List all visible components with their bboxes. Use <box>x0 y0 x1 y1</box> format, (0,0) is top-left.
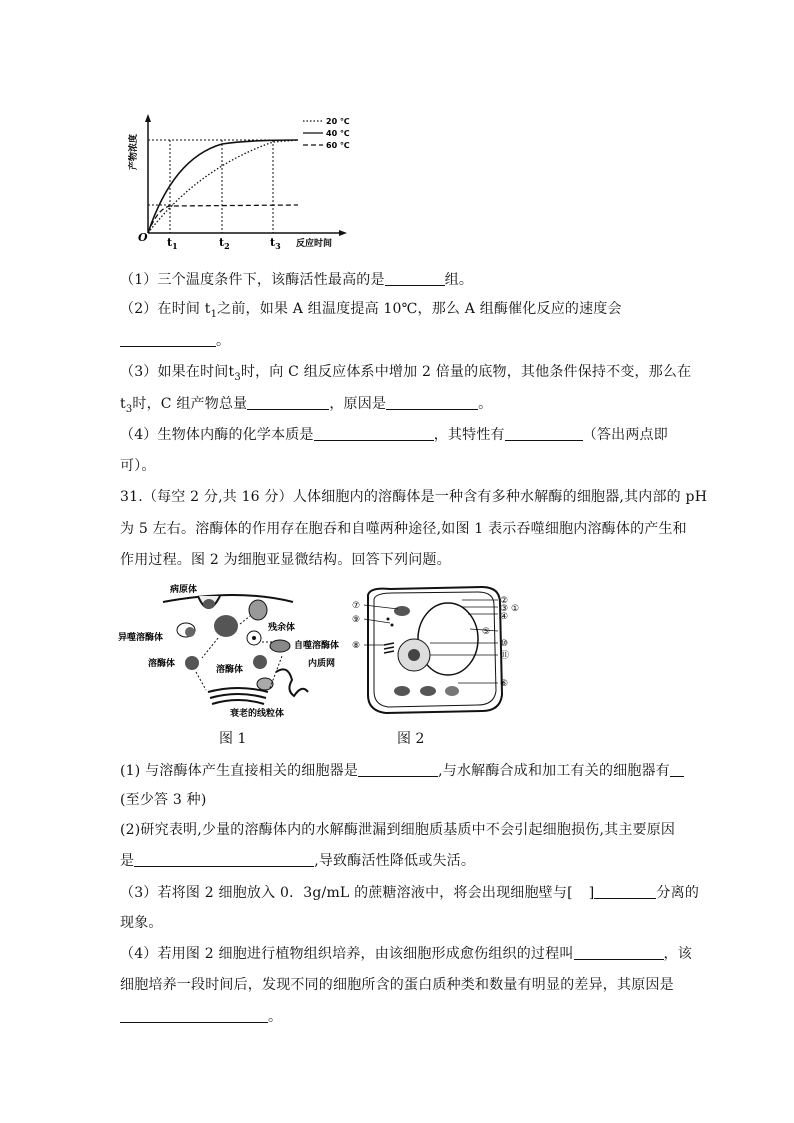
label-lysosome-2: 溶酶体 <box>216 665 244 675</box>
figure-2-caption: 图 2 <box>397 731 425 747</box>
label-11: ⑪ <box>500 651 510 661</box>
label-autolysosome: 自噬溶酶体 <box>294 641 340 651</box>
label-6: ⑥ <box>500 679 509 689</box>
nucleolus <box>408 649 420 661</box>
label-er: 内质网 <box>308 659 336 669</box>
golgi <box>384 643 394 653</box>
mitochondria <box>394 686 410 696</box>
chloroplast <box>394 606 410 616</box>
q31-intro-1: 31.（每空 2 分,共 16 分）人体细胞内的溶酶体是一种含有多种水解酶的细胞器,其内部的 pH <box>120 489 708 505</box>
label-lysosome: 溶酶体 <box>148 659 176 669</box>
q30-1: （1）三个温度条件下，该酶活性最高的是 组。 <box>120 272 474 288</box>
answer-blank[interactable] <box>134 852 314 867</box>
answer-blank[interactable] <box>670 762 684 777</box>
pathogen <box>203 599 215 609</box>
label-hetero-lysosome: 异噬溶酶体 <box>118 633 164 643</box>
label-9: ⑨ <box>352 615 361 625</box>
answer-blank[interactable] <box>247 395 329 410</box>
answer-blank[interactable] <box>385 271 445 286</box>
q31-1: (1) 与溶酶体产生直接相关的细胞器是 ,与水解酶合成和加工有关的细胞器有 <box>120 761 684 781</box>
q31-2-cont: 是 ,导致酶活性降低或失活。 <box>120 853 476 869</box>
label-8: ⑧ <box>352 641 361 651</box>
q31-2: (2)研究表明,少量的溶酶体内的水解酶泄漏到细胞质基质中不会引起细胞损伤,其主要原因 <box>120 822 676 838</box>
tick-label-t2: $t_2$ <box>219 236 230 251</box>
cell-membrane <box>163 595 293 602</box>
chart-svg <box>118 108 368 258</box>
label-4: ④ <box>500 612 509 622</box>
tick-labels <box>167 236 281 251</box>
lysosome <box>185 656 199 670</box>
hetero-lysosome <box>185 627 195 637</box>
q31-1-cont: (至少答 3 种) <box>120 792 207 808</box>
label-10: ⑩ <box>500 639 509 649</box>
aging-mitochondria <box>257 678 273 690</box>
answer-blank[interactable] <box>505 426 583 441</box>
y-axis-label: 产物浓度 <box>129 133 139 170</box>
q31-3: （3）若将图 2 细胞放入 0．3g/mL 的蔗糖溶液中，将会出现细胞壁与[ ] 分离的 <box>120 885 700 901</box>
q30-3: （3）如果在时间$t_3$时，向 C 组反应体系中增加 2 倍量的底物，其他条件保持不变，那么在 <box>120 364 692 383</box>
endoplasmic-reticulum <box>276 669 308 696</box>
q31-3-cont: 现象。 <box>120 915 163 931</box>
label-aging-mitochondria: 衰老的线粒体 <box>230 709 285 719</box>
mitochondria-2 <box>445 686 459 696</box>
legend-label: 60 ℃ <box>326 141 350 150</box>
tick-label-t1: $t_1$ <box>167 236 178 251</box>
label-residual-body: 残余体 <box>268 623 296 633</box>
answer-blank[interactable] <box>120 1008 268 1023</box>
label-1: ① <box>511 604 520 614</box>
q31-4: （4）若用图 2 细胞进行植物组织培养，由该细胞形成愈伤组织的过程叫 ，该 <box>120 946 692 962</box>
x-axis-label: 反应时间 <box>296 239 333 249</box>
label-2: ② <box>500 596 509 606</box>
answer-blank[interactable] <box>358 762 438 777</box>
q30-2-cont: 。 <box>120 331 230 351</box>
q31-intro-3: 作用过程。图 2 为细胞亚显微结构。回答下列问题。 <box>120 552 451 568</box>
legend-label: 40 ℃ <box>326 129 350 138</box>
answer-blank[interactable] <box>386 395 478 410</box>
large-vacuole <box>214 615 238 637</box>
lysosome-2 <box>253 655 267 669</box>
label-5: ⑤ <box>482 627 491 637</box>
figure-1-caption: 图 1 <box>219 731 247 747</box>
q30-4: （4）生物体内酶的化学本质是 ，其特性有 （答出两点即 <box>120 427 668 443</box>
answer-blank[interactable] <box>574 945 664 960</box>
guide-lines <box>148 140 298 233</box>
residual-body <box>249 600 267 620</box>
autolysosome <box>270 640 290 652</box>
q30-2: （2）在时间 $t_1$之前，如果 A 组温度提高 10℃，那么 A 组酶催化反应的速度会 <box>120 301 622 320</box>
label-3: ③ <box>500 604 509 614</box>
answer-blank[interactable] <box>314 426 434 441</box>
chloroplast-2 <box>420 686 436 696</box>
q31-intro-2: 为 5 左右。溶酶体的作用存在胞吞和自噬两种途径,如图 1 表示吞噬细胞内溶酶体的产生和 <box>120 521 687 537</box>
y-axis-arrow <box>145 114 151 122</box>
tick-label-t3: $t_3$ <box>270 236 281 251</box>
legend-label: 20 ℃ <box>326 117 350 126</box>
legend <box>303 117 350 150</box>
x-axis-arrow <box>339 230 347 236</box>
figure-1-lysosome <box>118 580 348 720</box>
q30-3-cont: $t_3$时，C 组产物总量 ，原因是 。 <box>120 396 493 415</box>
figure-2-cell-structure <box>350 583 520 715</box>
label-pathogen: 病原体 <box>170 585 198 595</box>
q31-4-cont: 细胞培养一段时间后，发现不同的细胞所含的蛋白质种类和数量有明显的差异，其原因是 <box>120 977 674 993</box>
answer-blank[interactable] <box>120 332 216 347</box>
product-concentration-chart <box>118 108 368 258</box>
golgi-apparatus <box>208 688 268 704</box>
answer-bracket[interactable] <box>573 885 589 899</box>
label-7: ⑦ <box>352 601 361 611</box>
answer-blank[interactable] <box>594 884 656 899</box>
origin-label: O <box>138 231 148 244</box>
q30-4-cont: 可）。 <box>120 458 156 474</box>
q31-4-end: 。 <box>120 1007 282 1027</box>
